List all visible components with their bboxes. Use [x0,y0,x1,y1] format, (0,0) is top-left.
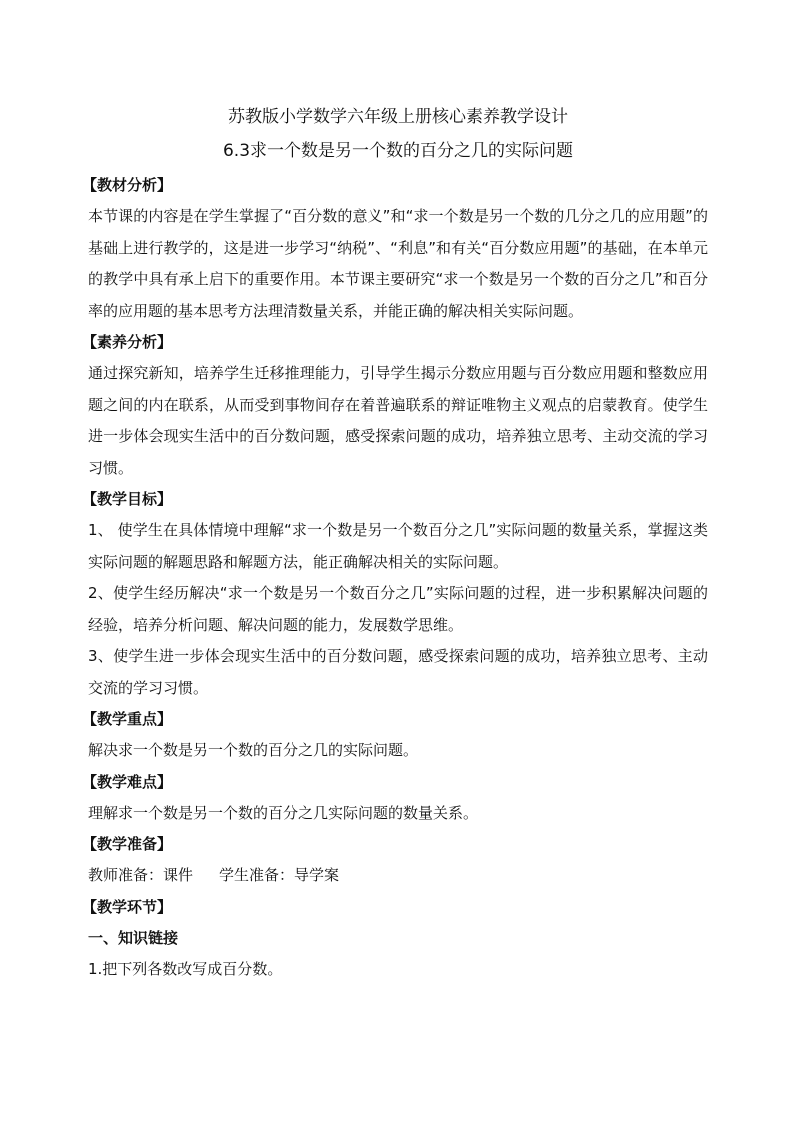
goal-item-1: 1、 使学生在具体情境中理解“求一个数是另一个数百分之几”实际问题的数量关系，掌握这类实际问题的解题思路和解题方法，能正确解决相关的实际问题。 [88,521,708,571]
section-nandian [82,767,708,830]
section-heading: 【教学难点】 [82,772,173,791]
document-title: 苏教版小学数学六年级上册核心素养教学设计 [228,107,568,127]
document-page [82,100,708,985]
section-text: 本节课的内容是在学生掌握了“百分数的意义”和“求一个数是另一个数的几分之几的应用题”的基础上进行教学的，这是进一步学习“纳税”、“利息”和有关“百分数应用题”的基础，在本单元的教学中具有承上启下的重要作用。本节课主要研究“求一个数是另一个数的百分之几”和百分率的应用题的基本思考方法理清数量关系，并能正确的解决相关实际问题。 [88,207,708,320]
section-heading: 【教学准备】 [82,835,173,853]
exercise-item-1: 1.把下列各数改写成百分数。 [88,959,283,978]
goal-item-2: 2、使学生经历解决“求一个数是另一个数百分之几”实际问题的过程，进一步积累解决问题的经验，培养分析问题、解决问题的能力，发展数学思维。 [88,584,708,634]
section-mubiao [82,484,708,704]
section-zhongdian [82,704,708,767]
section-heading: 【素养分析】 [82,333,173,351]
section-zhunbei [82,829,708,892]
section-heading: 【教学目标】 [82,490,173,508]
section-heading: 【教材分析】 [82,176,173,194]
teacher-preparation: 教师准备：课件 [88,866,194,884]
section-jiaocai [82,170,708,327]
student-preparation: 学生准备：导学案 [219,866,340,884]
section-huanjie [82,892,708,986]
preparation-row [88,860,708,892]
section-heading: 【教学环节】 [82,897,173,916]
section-heading: 【教学重点】 [82,710,173,728]
section-text: 通过探究新知，培养学生迁移推理能力，引导学生揭示分数应用题与百分数应用题和整数应用题之间的内在联系，从而受到事物间存在着普遍联系的辩证唯物主义观点的启蒙教育。使学生进一步体会现实生活中的百分数问题，感受探索问题的成功，培养独立思考、主动交流的学习习惯。 [88,364,708,477]
section-text: 理解求一个数是另一个数的百分之几实际问题的数量关系。 [88,803,479,822]
section-text: 解决求一个数是另一个数的百分之几的实际问题。 [88,741,419,759]
document-subtitle: 6.3求一个数是另一个数的百分之几的实际问题 [222,141,574,161]
part-title: 一、知识链接 [88,928,179,947]
goal-item-3: 3、使学生进一步体会现实生活中的百分数问题，感受探索问题的成功，培养独立思考、主动交流的学习习惯。 [88,647,708,697]
section-suyang [82,327,708,484]
